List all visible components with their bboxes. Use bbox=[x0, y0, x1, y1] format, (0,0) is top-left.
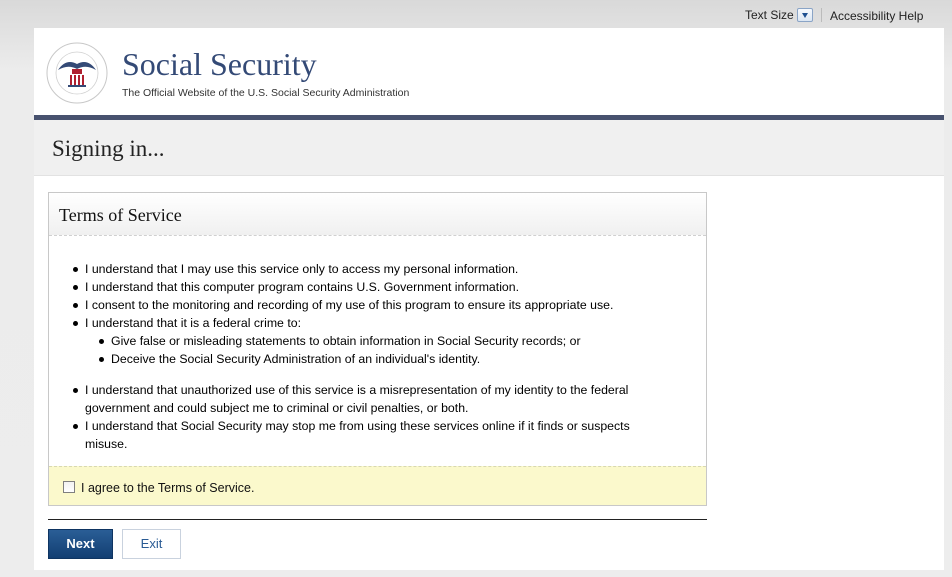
exit-button[interactable]: Exit bbox=[122, 529, 181, 559]
page-title: Signing in... bbox=[52, 136, 165, 161]
ssa-seal-logo[interactable] bbox=[46, 42, 108, 104]
main-card bbox=[34, 28, 944, 570]
text-size-label: Text Size bbox=[745, 8, 794, 22]
list-item: I understand that Social Security may stop me from using these services online if it finds or suspects misuse. bbox=[85, 417, 675, 453]
list-item: I understand that I may use this service only to access my personal information. bbox=[85, 260, 685, 278]
actions-divider bbox=[48, 519, 707, 520]
text-size-control[interactable] bbox=[745, 8, 813, 22]
list-subitem: Give false or misleading statements to obtain information in Social Security records; or bbox=[111, 332, 671, 350]
agree-label[interactable]: I agree to the Terms of Service. bbox=[81, 481, 255, 495]
utility-bar bbox=[0, 0, 952, 28]
divider bbox=[821, 8, 822, 22]
page-header bbox=[34, 120, 944, 176]
next-button[interactable]: Next bbox=[48, 529, 113, 559]
list-item: I understand that it is a federal crime to: bbox=[85, 314, 685, 332]
agree-checkbox[interactable] bbox=[63, 481, 75, 493]
list-subitem: Deceive the Social Security Administration of an individual's identity. bbox=[111, 350, 671, 368]
list-item: I consent to the monitoring and recording of my use of this program to ensure its appropriate use. bbox=[85, 296, 685, 314]
list-item: I understand that this computer program contains U.S. Government information. bbox=[85, 278, 685, 296]
terms-header bbox=[49, 193, 706, 236]
list-item: I understand that unauthorized use of this service is a misrepresentation of my identity to the federal government and could subject me to criminal or civil penalties, or both. bbox=[85, 381, 675, 417]
terms-body bbox=[49, 237, 706, 465]
terms-title: Terms of Service bbox=[59, 205, 182, 225]
agree-section bbox=[49, 466, 706, 505]
site-subtitle: The Official Website of the U.S. Social Security Administration bbox=[122, 87, 410, 99]
terms-panel bbox=[48, 192, 707, 506]
chevron-down-icon[interactable] bbox=[797, 8, 813, 22]
accessibility-help-link[interactable]: Accessibility Help bbox=[830, 9, 924, 23]
site-header bbox=[34, 28, 944, 116]
site-title[interactable]: Social Security bbox=[122, 46, 317, 82]
